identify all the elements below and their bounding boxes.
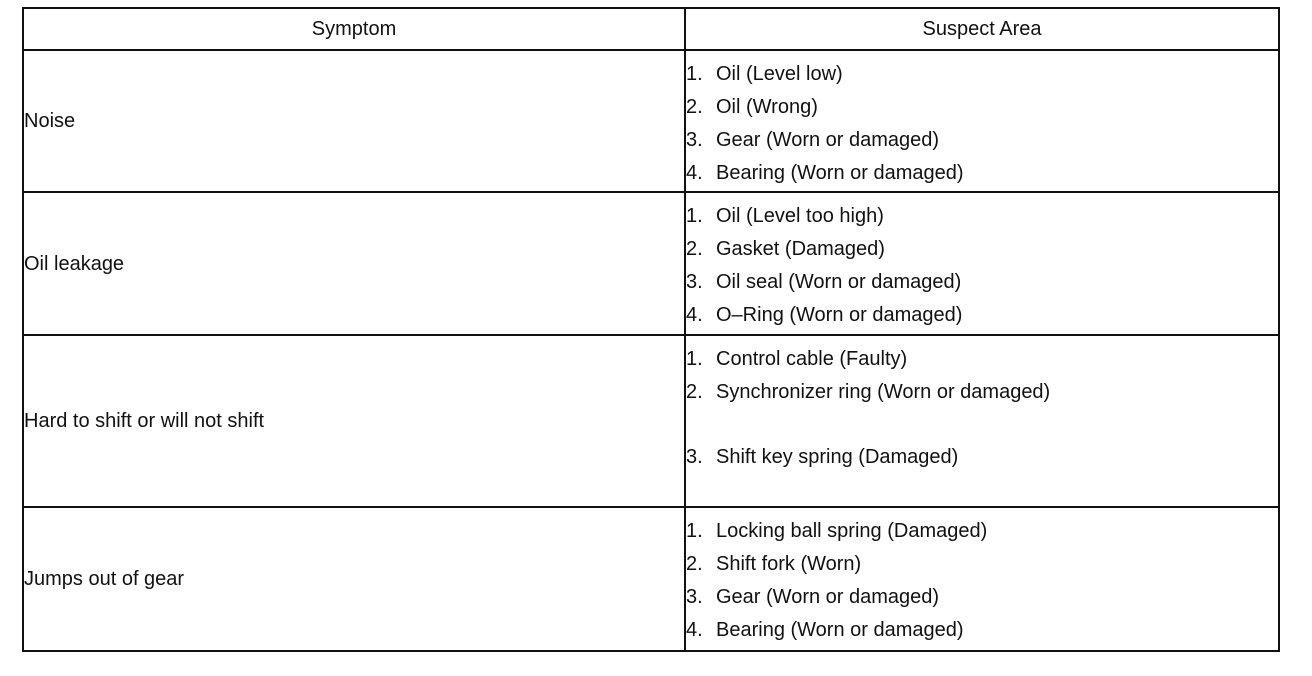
suspect-area-cell bbox=[685, 335, 1279, 507]
item-number: 4. bbox=[686, 161, 703, 184]
item-text: Gear (Worn or damaged) bbox=[716, 128, 940, 151]
table-row bbox=[23, 50, 1279, 192]
troubleshooting-table bbox=[22, 7, 1280, 652]
list-item bbox=[686, 342, 1278, 375]
item-text: Control cable (Faulty) bbox=[716, 347, 908, 370]
table-row bbox=[23, 507, 1279, 651]
item-number: 1. bbox=[686, 519, 703, 542]
list-item bbox=[686, 580, 1278, 613]
item-text: Oil (Level low) bbox=[716, 62, 843, 85]
list-item bbox=[686, 199, 1278, 232]
item-number: 2. bbox=[686, 237, 703, 260]
item-number: 4. bbox=[686, 303, 703, 326]
list-item bbox=[686, 440, 1278, 473]
item-number: 3. bbox=[686, 128, 703, 151]
list-item bbox=[686, 232, 1278, 265]
item-text: Bearing (Worn or damaged) bbox=[716, 161, 964, 184]
item-text: Shift key spring (Damaged) bbox=[716, 445, 959, 468]
item-number: 4. bbox=[686, 618, 703, 641]
list-item bbox=[686, 123, 1278, 156]
suspect-list bbox=[686, 514, 1278, 646]
suspect-list bbox=[686, 57, 1278, 189]
symptom-cell: Hard to shift or will not shift bbox=[23, 335, 685, 507]
list-item bbox=[686, 375, 1278, 408]
item-text: Oil (Wrong) bbox=[716, 95, 818, 118]
item-text: Oil (Level too high) bbox=[716, 204, 884, 227]
list-item bbox=[686, 57, 1278, 90]
item-text: Synchronizer ring (Worn or damaged) bbox=[716, 380, 1051, 403]
suspect-area-cell bbox=[685, 50, 1279, 192]
symptom-cell: Noise bbox=[23, 50, 685, 192]
header-row bbox=[23, 8, 1279, 50]
list-item bbox=[686, 156, 1278, 189]
table-row bbox=[23, 192, 1279, 335]
item-text: Shift fork (Worn) bbox=[716, 552, 862, 575]
list-item bbox=[686, 514, 1278, 547]
symptom-cell: Jumps out of gear bbox=[23, 507, 685, 651]
item-number: 3. bbox=[686, 585, 703, 608]
item-number: 2. bbox=[686, 95, 703, 118]
item-number: 1. bbox=[686, 347, 703, 370]
item-text: Locking ball spring (Damaged) bbox=[716, 519, 988, 542]
troubleshooting-sheet bbox=[22, 7, 1278, 648]
item-text: Gasket (Damaged) bbox=[716, 237, 885, 260]
item-number: 3. bbox=[686, 445, 703, 468]
item-text: Gear (Worn or damaged) bbox=[716, 585, 940, 608]
suspect-area-header: Suspect Area bbox=[685, 8, 1279, 50]
item-number: 2. bbox=[686, 380, 703, 403]
table-row bbox=[23, 335, 1279, 507]
item-number: 1. bbox=[686, 204, 703, 227]
suspect-list bbox=[686, 342, 1278, 473]
item-number: 1. bbox=[686, 62, 703, 85]
list-item bbox=[686, 90, 1278, 123]
symptom-header: Symptom bbox=[23, 8, 685, 50]
item-text: Bearing (Worn or damaged) bbox=[716, 618, 964, 641]
item-number: 2. bbox=[686, 552, 703, 575]
item-number: 3. bbox=[686, 270, 703, 293]
suspect-list bbox=[686, 199, 1278, 331]
suspect-area-cell bbox=[685, 192, 1279, 335]
list-item bbox=[686, 547, 1278, 580]
suspect-area-cell bbox=[685, 507, 1279, 651]
list-item bbox=[686, 298, 1278, 331]
item-text: Oil seal (Worn or damaged) bbox=[716, 270, 962, 293]
symptom-cell: Oil leakage bbox=[23, 192, 685, 335]
list-item bbox=[686, 265, 1278, 298]
item-text: O–Ring (Worn or damaged) bbox=[716, 303, 963, 326]
list-item bbox=[686, 613, 1278, 646]
